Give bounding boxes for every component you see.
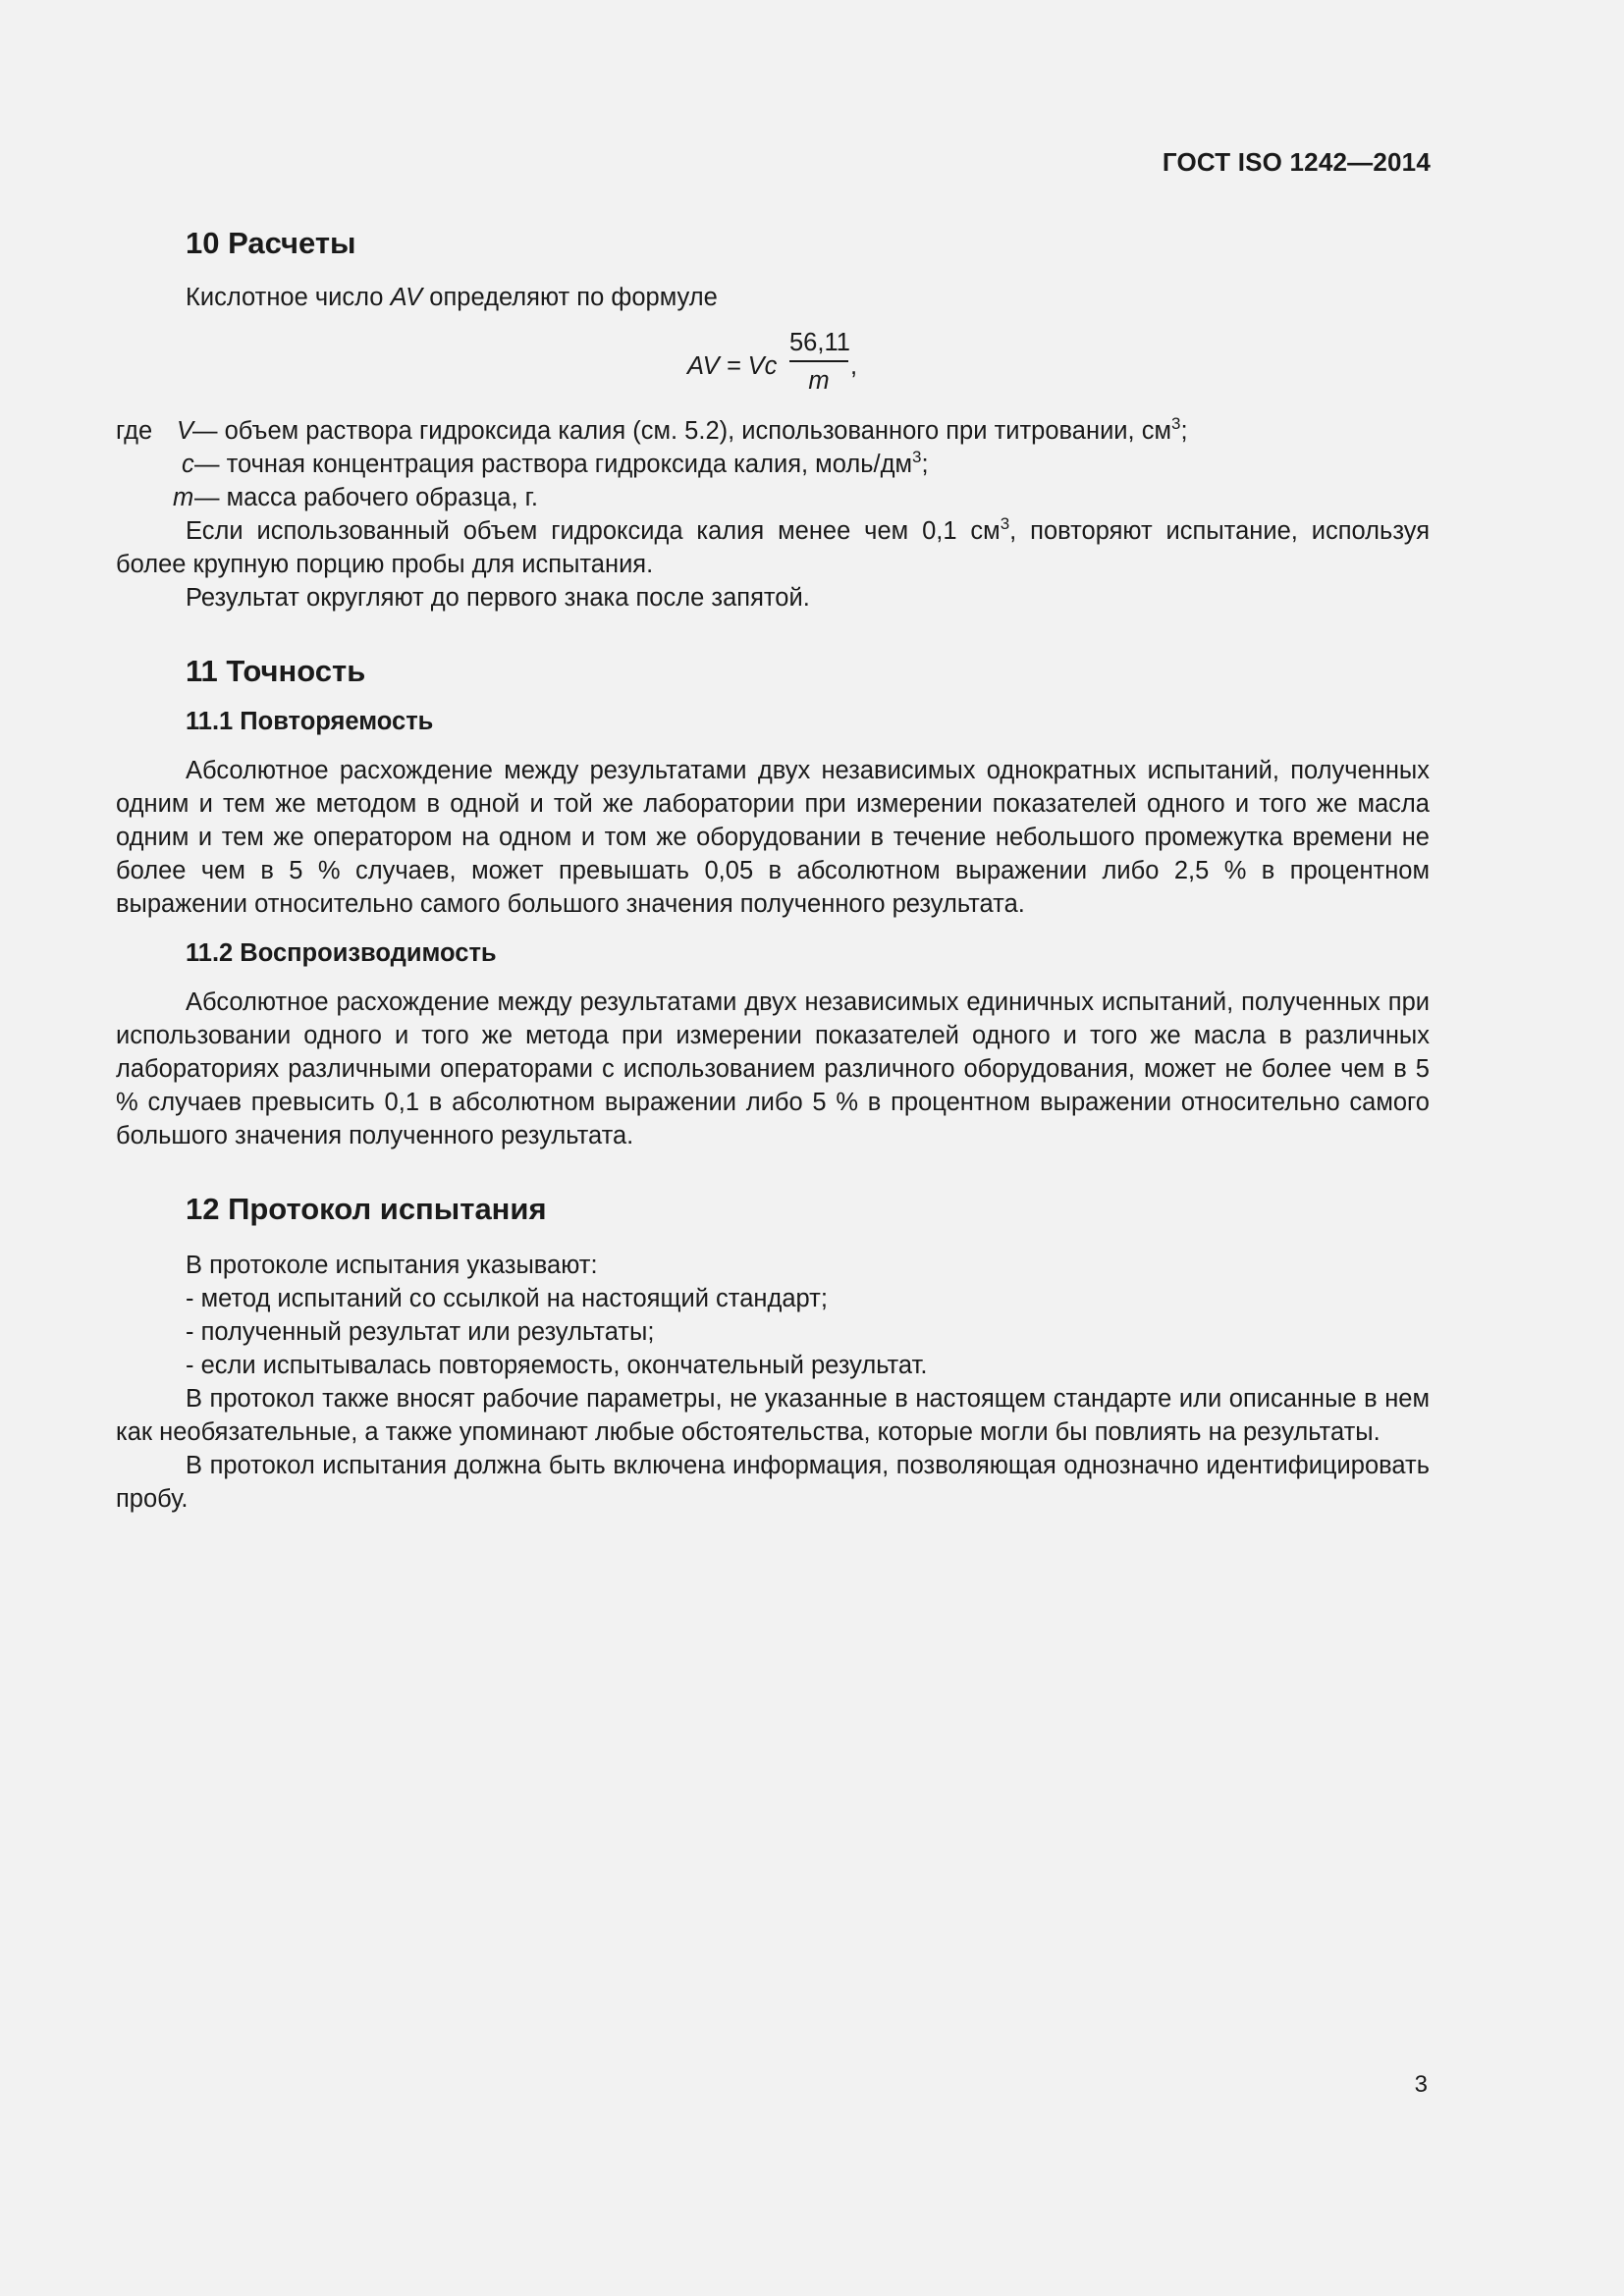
list-item: - полученный результат или результаты; bbox=[186, 1318, 655, 1346]
subsection-11-1-text: Абсолютное расхождение между результатами двух независимых однократных испытаний, полученных одним и тем же методом в одной и той же лаборатории при измерении показателей одного и того же масла одним и тем же оператором на одном и том же оборудовании в течение небольшого промежутка времени не более чем в 5 % случаев, может превышать 0,05 в абсолютном выражении либо 2,5 % в процентном выражении относительно самого большого значения полученного результата. bbox=[116, 757, 1430, 918]
formula-comma: , bbox=[850, 352, 858, 380]
section-12-paragraph: В протокол также вносят рабочие параметры, не указанные в настоящем стандарте или описанные в нем как необязательные, а также упоминают любые обстоятельства, которые могли бы повлиять на результаты. bbox=[116, 1385, 1430, 1446]
section-12-intro: В протоколе испытания указывают: bbox=[186, 1252, 598, 1279]
subsection-11-1-title: 11.1 Повторяемость bbox=[186, 708, 434, 735]
subsection-11-2-title: 11.2 Воспроизводимость bbox=[186, 939, 497, 967]
page-content bbox=[116, 224, 1430, 1516]
formula-lhs: AV = Vc bbox=[687, 352, 778, 380]
section-12-paragraph: В протокол испытания должна быть включена информация, позволяющая однозначно идентифицировать пробу. bbox=[116, 1452, 1430, 1513]
where-row-v bbox=[116, 414, 1430, 448]
formula-fraction bbox=[789, 328, 848, 394]
where-text: — объем раствора гидроксида калия (см. 5.2), использованного при титровании, $см^3$; bbox=[192, 413, 1188, 445]
document-code: ГОСТ ISO 1242—2014 bbox=[1162, 147, 1431, 177]
list-item: - метод испытаний со ссылкой на настоящий стандарт; bbox=[186, 1285, 828, 1312]
subsection-11-2-text: Абсолютное расхождение между результатами двух независимых единичных испытаний, полученных при использовании одного и того же метода при измерении показателей одного и того же масла в различных лабораториях различными операторами с использованием различного оборудования, может не более чем в 5 % случаев превысить 0,1 в абсолютном выражении либо 5 % в процентном выражении относительно самого большого значения полученного результата. bbox=[116, 988, 1430, 1149]
where-label: где bbox=[116, 417, 153, 445]
section-10-title: 10 Расчеты bbox=[186, 226, 356, 260]
section-12-title: 12 Протокол испытания bbox=[186, 1192, 547, 1226]
section-11-title: 11 Точность bbox=[186, 654, 366, 688]
where-symbol: c bbox=[182, 451, 194, 478]
acid-value-formula bbox=[116, 328, 1430, 408]
section-10-intro: Кислотное число AV определяют по формуле bbox=[186, 284, 718, 311]
where-symbol: V bbox=[177, 417, 194, 445]
fraction-bar bbox=[789, 360, 848, 362]
section-10-paragraph: Результат округляют до первого знака после запятой. bbox=[186, 584, 810, 612]
where-text: — масса рабочего образца, г. bbox=[194, 484, 538, 511]
where-row-m bbox=[116, 481, 1430, 514]
where-symbol: m bbox=[173, 484, 194, 511]
where-text: — точная концентрация раствора гидроксида калия, моль/$дм^3$; bbox=[194, 447, 929, 478]
formula-denominator: m bbox=[808, 367, 830, 395]
where-row-c bbox=[116, 448, 1430, 481]
formula-numerator: 56,11 bbox=[789, 329, 850, 356]
section-10-paragraph: Если использованный объем гидроксида калия менее чем 0,1 $см^3$, повторяют испытание, используя более крупную порцию пробы для испытания. bbox=[116, 513, 1430, 578]
list-item: - если испытывалась повторяемость, окончательный результат. bbox=[186, 1352, 928, 1379]
page-number: 3 bbox=[1414, 2071, 1428, 2098]
